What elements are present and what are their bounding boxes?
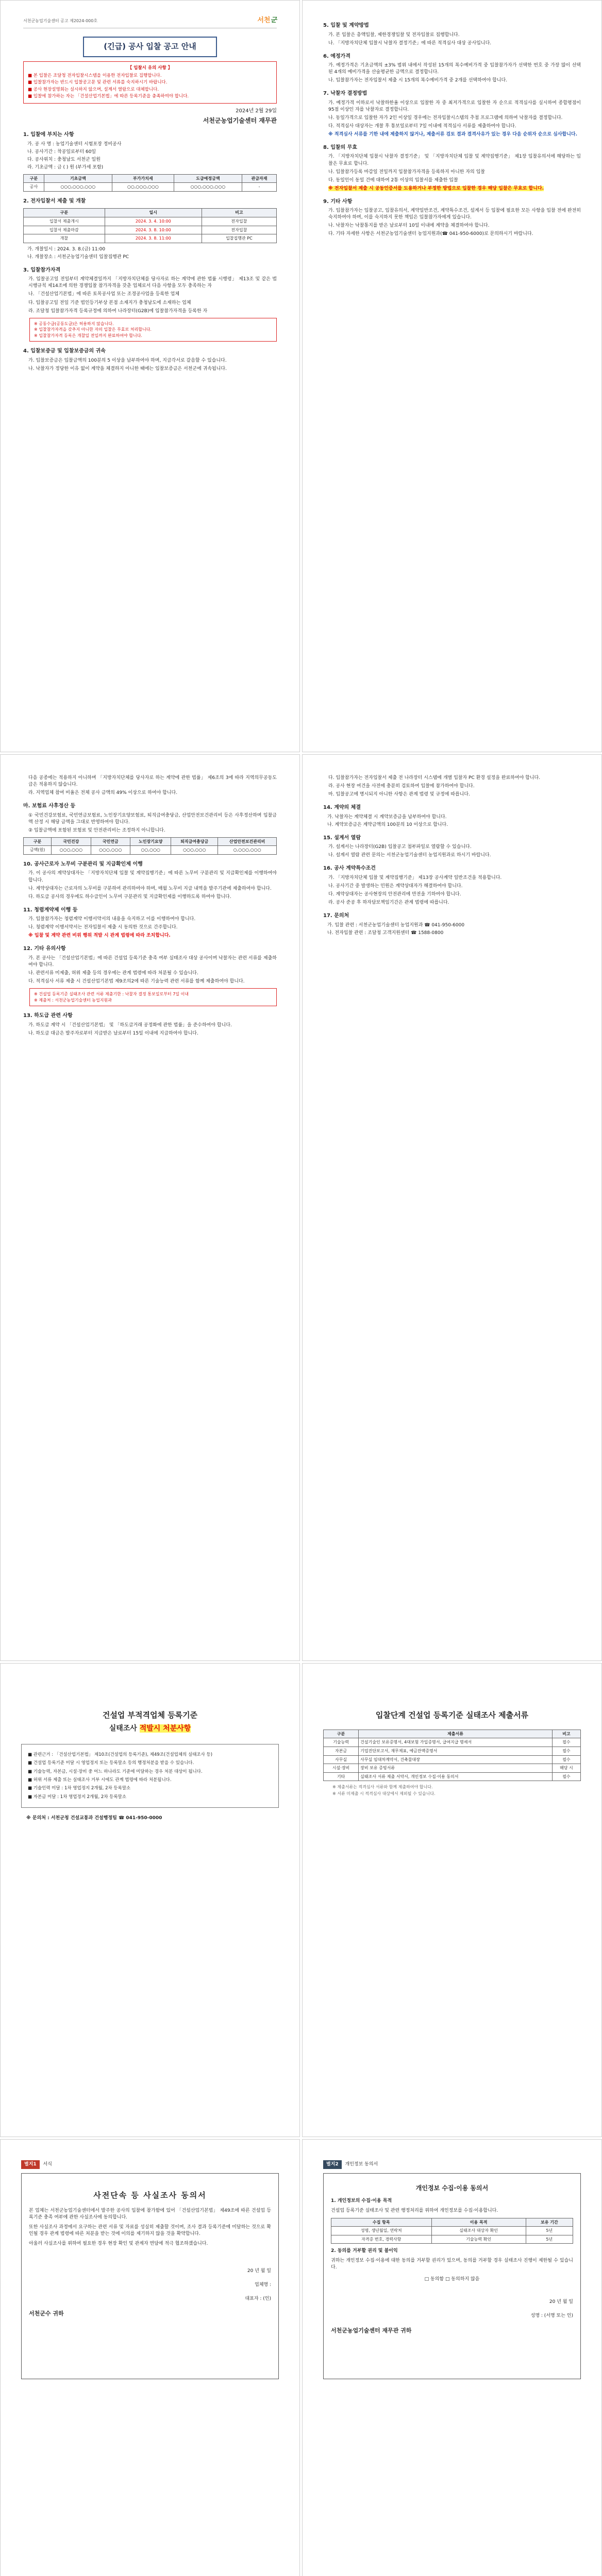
- notice-page-3: [0, 754, 300, 1661]
- form-paragraph: 귀하는 개인정보 수집·이용에 대한 동의를 거부할 권리가 있으며, 동의를 거부할 경우 실태조사 진행이 제한될 수 있습니다.: [331, 2258, 573, 2270]
- section-paragraph: 나. 청렴계약 이행서약서는 전자입찰서 제출 시 동의한 것으로 간주합니다.: [28, 925, 178, 930]
- form-representative: 대표자 : (인): [245, 2296, 271, 2302]
- section-title: 16. 공사 계약특수조건: [323, 866, 376, 872]
- form-fact-check-consent: [0, 2139, 300, 2576]
- highlight-note: ※ 적격심사 서류를 기한 내에 제출하지 않거나, 제출서류 검토 결과 결격사유가 있는 경우 다음 순위자 순으로 심사합니다.: [328, 131, 578, 137]
- form-signer: 성명 : (서명 또는 인): [530, 2313, 573, 2318]
- section-paragraph: 가. 입찰보증금은 입찰금액의 100분의 5 이상을 납부하여야 하며, 지급각서로 갈음할 수 있습니다.: [28, 358, 227, 363]
- table-header: 관급자재: [242, 174, 277, 183]
- section-paragraph: 나. 설계서 열람 관련 문의는 서천군농업기술센터 농업지원과로 하시기 바랍니다.: [328, 853, 491, 858]
- section-paragraph: 가. 본 공사는 「건설산업기본법」에 따른 건설업 등록기준 충족 여부 실태조사 대상 공사이며 낙찰자는 관련 서류를 제출하여야 합니다.: [28, 955, 277, 968]
- section-item: 다. 공사위치 : 충청남도 서천군 일원: [27, 157, 101, 162]
- notice-page-4: [302, 754, 602, 1661]
- table-row: 시설·장비 장비 보유 증빙서류 해당 시: [324, 1764, 581, 1773]
- form-title: 개인정보 수집·이용 동의서: [415, 2184, 489, 2192]
- documents-list-page: [302, 1663, 602, 2137]
- form-recipient: 서천군수 귀하: [29, 2310, 64, 2317]
- section-paragraph: 나. 「건설산업기본법」에 따른 토목공사업 또는 조경공사업을 등록한 업체: [28, 292, 180, 297]
- section-title: 5. 입찰 및 계약방법: [323, 23, 369, 28]
- form-date: 20 년 월 일: [247, 2268, 271, 2274]
- form-section: 2. 동의를 거부할 권리 및 불이익: [331, 2248, 398, 2254]
- cover-footer: ※ 문의처 : 서천군청 건설교통과 건설행정팀 ☎ 041-950-0000: [26, 1815, 162, 1821]
- inspection-cover-page: [0, 1663, 300, 2137]
- section-paragraph: 나. 하도급 대금은 발주자로부터 지급받은 날로부터 15일 이내에 지급하여야 합니다.: [28, 1030, 198, 1036]
- form-paragraph: 건설업 등록기준 실태조사 및 관련 행정처리를 위하여 개인정보를 수집·이용합니다.: [331, 2208, 498, 2214]
- section-paragraph: 다. 하도급 공사의 경우에도 하수급인이 노무비 구분관리 및 지급확인제를 이행하도록 하여야 합니다.: [28, 894, 231, 900]
- form-paragraph: 아울러 사실조사를 위하여 필요한 경우 현장 확인 및 관계자 면담에 적극 협조하겠습니다.: [29, 2241, 208, 2246]
- table-row: 개찰 2024. 3. 8. 11:00 입찰집행관 PC: [24, 234, 277, 243]
- section-paragraph: 가. 입찰참가자는 청렴계약 이행서약서의 내용을 숙지하고 이를 이행하여야 합니다.: [28, 917, 196, 922]
- section-paragraph: 다. 입찰공고일 전일 기준 법인등기부상 본점 소재지가 충청남도에 소재하는 업체: [28, 300, 191, 306]
- section-title: 17. 문의처: [323, 913, 349, 919]
- table-note: ※ 서류 미제출 시 적격심사 대상에서 제외될 수 있습니다.: [332, 1791, 436, 1796]
- section-paragraph: 다. 적격심사 서류 제출 시 건설산업기본법 제9조의2에 따른 기술능력 관련 서류를 함께 제출하여야 합니다.: [28, 978, 245, 984]
- section-title: 15. 설계서 열람: [323, 835, 361, 841]
- notice-org: 서천군농업기술센터 재무관: [203, 116, 277, 124]
- section-item: 가. 입찰 관련 : 서천군농업기술센터 농업지원과 ☎ 041-950-6000: [327, 922, 465, 928]
- section-title: 9. 기타 사항: [323, 198, 353, 205]
- red-note: ※ 입찰 및 계약 관련 비위 행위 적발 시 관계 법령에 따라 조치합니다.: [28, 933, 171, 939]
- documents-title: 입찰단계 건설업 등록기준 실태조사 제출서류: [375, 1710, 529, 1720]
- section-item: 가. 개찰일시 : 2024. 3. 8.(금) 11:00: [27, 246, 106, 252]
- form-tag: 별지1: [21, 2160, 40, 2169]
- section-paragraph: 다. 계약상대자는 공사현장의 안전관리에 만전을 기하여야 합니다.: [328, 891, 461, 897]
- section-paragraph: 가. 예정가격은 기초금액의 ±3% 범위 내에서 작성된 15개의 복수예비가격 중 입찰참가자가 선택한 번호 중 가장 많이 선택된 4개의 예비가격을 산술평균한 금액으로 결정합니다.: [328, 63, 581, 75]
- seocheon-logo: 서천군: [257, 16, 277, 24]
- section-paragraph: 다음 공종에는 적용하지 아니하며 「지방자치단체를 당사자로 하는 계약에 관한 법률」 제6조의 3에 따라 지역의무공동도급은 적용하지 않습니다.: [28, 775, 277, 788]
- notice-number: 서천군농업기술센터 공고 제2024-000호: [23, 18, 98, 23]
- section-paragraph: 다. 입찰참가자는 전자입찰서 제출 전 나라장터 시스템에 개별 입찰자 PC 환경 설정을 완료하여야 합니다.: [328, 775, 541, 781]
- highlight-note: ※ 전자입찰서 제출 시 공동인증서를 도용하거나 부정한 방법으로 입찰한 경우 해당 입찰은 무효로 합니다.: [328, 185, 544, 191]
- cover-subtitle: 실태조사 적발시 처분사항: [109, 1724, 191, 1733]
- section-paragraph: 나. 입찰참가자는 전자입찰서 제출 시 15개의 복수예비가격 중 2개를 선택하여야 합니다.: [328, 78, 508, 83]
- section-paragraph: 나. 관련서류 미제출, 허위 제출 등의 경우에는 관계 법령에 따라 처분될 수 있습니다.: [28, 970, 198, 976]
- section-paragraph: 다. 기타 자세한 사항은 서천군농업기술센터 농업지원과(☎ 041-950-6000)로 문의하시기 바랍니다.: [328, 231, 533, 237]
- form-frame: [323, 2173, 581, 2379]
- table-header: 구분: [24, 174, 44, 183]
- table-row: 성명, 생년월일, 연락처 실태조사 대상자 확인 5년: [331, 2227, 573, 2235]
- section-paragraph: ① 국민건강보험료, 국민연금보험료, 노인장기요양보험료, 퇴직급여충당금, 산업안전보건관리비 등은 사후정산하며 입찰금액 산정 시 해당 금액을 그대로 반영하여야 합니다.: [28, 812, 277, 825]
- section-title: 11. 청렴계약제 이행 등: [23, 907, 78, 913]
- section-item: 나. 개찰장소 : 서천군농업기술센터 입찰집행관 PC: [27, 254, 129, 260]
- section-paragraph: 라. 공사 준공 후 하자담보책임기간은 관계 법령에 따릅니다.: [328, 900, 449, 905]
- section-paragraph: 라. 지역업체 참여 비율은 전체 공사 금액의 49% 이상으로 하여야 합니다.: [28, 790, 178, 796]
- form-paragraph: 본 업체는 서천군농업기술센터에서 발주한 공사의 입찰에 참가함에 있어 「건설산업기본법」 제49조에 따른 건설업 등록기준 충족 여부에 관한 사실조사에 동의합니다.: [29, 2208, 271, 2220]
- cover-title: 건설업 부적격업체 등록기준: [102, 1710, 198, 1720]
- section-title: 3. 입찰참가자격: [23, 267, 61, 273]
- table-row: 사무실 사무실 임대차계약서, 건축물대장 필수: [324, 1755, 581, 1764]
- page-header: [23, 16, 277, 28]
- section-paragraph: 나. 낙찰자가 정당한 이유 없이 계약을 체결하지 아니한 때에는 입찰보증금은 서천군에 귀속됩니다.: [28, 366, 227, 371]
- cover-info-box: ■ 관련근거 : 「건설산업기본법」 제10조(건설업의 등록기준), 제49조(건설업체의 실태조사 등) ■ 건설업 등록기준 미달 시 영업정지 또는 등록말소 등의 행정처분을 받을 수 있습니다. ■ 기술능력, 자본금, 시설·장비 중 어느 하나라도 기준에 미달하는 경우 처분 대상이 됩니다. ■ 허위 서류 제출 또는 실태조사 거부 시에도 관계 법령에 따라 처분됩니다. ■ 기술인력 미달 : 1차 영업정지 2개월, 2차 등록말소 ■ 자본금 미달 : 1차 영업정지 2개월, 2차 등록말소: [21, 1744, 279, 1808]
- table-row: 입찰서 제출개시 2024. 3. 4. 10:00 전자입찰: [24, 217, 277, 226]
- section-paragraph: 가. 하도급 계약 시 「건설산업기본법」 및 「하도급거래 공정화에 관한 법률」을 준수하여야 합니다.: [28, 1022, 232, 1028]
- section-title: 2. 전자입찰서 제출 및 개찰: [23, 198, 86, 204]
- section-paragraph: 나. 동일가격으로 입찰한 자가 2인 이상일 경우에는 전자입찰시스템의 추첨 프로그램에 의하여 낙찰자를 결정합니다.: [328, 115, 563, 121]
- table-row: 입찰서 제출마감 2024. 3. 8. 10:00 전자입찰: [24, 226, 277, 234]
- insurance-table: 구분 국민건강 국민연금 노인장기요양 퇴직급여충당금 산업안전보건관리비 금액(원) ○○○,○○○ ○○○,○○○ ○○,○○○ ○○○,○○○ ○,○○○,○○○: [23, 837, 277, 855]
- section-paragraph: 나. 계약상대자는 근로자의 노무비를 구분하여 관리하여야 하며, 매월 노무비 지급 내역을 발주기관에 제출하여야 합니다.: [28, 886, 272, 891]
- notice-page-2: [302, 0, 602, 752]
- section-paragraph: 라. 공사 현장 여건을 사전에 충분히 검토하여 입찰에 참가하여야 합니다.: [328, 784, 475, 789]
- section-paragraph: 가. 본 입찰은 총액입찰, 제한경쟁입찰 및 전자입찰로 집행합니다.: [328, 32, 460, 38]
- section-title: 10. 공사근로자 노무비 구분관리 및 지급확인제 이행: [23, 861, 143, 867]
- section-title: 4. 입찰보증금 및 입찰보증금의 귀속: [23, 348, 106, 354]
- section-paragraph: 가. 이 공사의 계약상대자는 「지방자치단체 입찰 및 계약집행기준」에 따른 노무비 구분관리 및 지급확인제를 이행하여야 합니다.: [28, 871, 277, 883]
- section-item: 나. 공사기간 : 착공일로부터 60일: [27, 149, 96, 155]
- red-notice-box: ※ 건설업 등록기준 실태조사 관련 서류 제출기한 : 낙찰자 결정 통보일로부터 7일 이내 ※ 제출처 : 서천군농업기술센터 농업지원과: [29, 988, 277, 1006]
- warning-line: ■ 공사 현장설명회는 실시하지 않으며, 설계서 열람으로 대체합니다.: [28, 87, 159, 92]
- section-paragraph: 가. 입찰공고일 전일부터 계약체결일까지 「지방자치단체를 당사자로 하는 계약에 관한 법률 시행령」 제13조 및 같은 법 시행규칙 제14조에 의한 경쟁입찰 참가자격을 갖춘 업체로서 다음 사항을 모두 충족하는 자: [28, 277, 277, 289]
- form-recipient: 서천군농업기술센터 재무관 귀하: [331, 2327, 412, 2334]
- section-title: 1. 입찰에 부치는 사항: [23, 132, 74, 138]
- section-item: 가. 공 사 명 : 농업기술센터 시험포장 정비공사: [27, 141, 122, 147]
- form-tag-sub: 개인정보 동의서: [345, 2162, 378, 2167]
- section-title: 14. 계약의 체결: [323, 805, 361, 811]
- section-paragraph: ② 입찰금액에 포함된 보험료 및 안전관리비는 조정하지 아니합니다.: [28, 827, 165, 833]
- section-title: 6. 예정가격: [323, 53, 350, 59]
- section-paragraph: 나. 「지방자치단체 입찰시 낙찰자 결정기준」에 따른 적격심사 대상 공사입니다.: [328, 40, 492, 46]
- section-paragraph: 다. 동일인이 동일 건에 대하여 2통 이상의 입찰서를 제출한 입찰: [328, 177, 458, 183]
- table-row: 공사 ○○○,○○○,○○○ ○○,○○○,○○○ ○○○,○○○,○○○ -: [24, 183, 277, 192]
- section-paragraph: 마. 입찰공고에 명시되지 아니한 사항은 관계 법령 및 규정에 따릅니다.: [328, 792, 470, 798]
- form-company: 업체명 :: [255, 2282, 271, 2288]
- table-row: 기타 실태조사 서류 제출 서약서, 개인정보 수집·이용 동의서 필수: [324, 1772, 581, 1781]
- section-paragraph: 가. 「지방자치단체 입찰시 낙찰자 결정기준」 및 「지방자치단체 입찰 및 계약집행기준」 제1장 입찰유의서에 해당하는 입찰은 무효로 합니다.: [328, 154, 581, 166]
- form-title: 사전단속 등 사실조사 동의서: [93, 2191, 207, 2200]
- warning-line: ■ 본 입찰은 조달청 전자입찰시스템을 이용한 전자입찰로 집행합니다.: [28, 73, 162, 78]
- section-item: 나. 전자입찰 관련 : 조달청 고객지원센터 ☎ 1588-0800: [327, 930, 444, 936]
- section-paragraph: 가. 「지방자치단체 입찰 및 계약집행기준」 제13장 공사계약 일반조건을 적용합니다.: [328, 875, 502, 880]
- section-item: 라. 기초금액 : 금 ( ) 원 (부가세 포함): [27, 164, 104, 170]
- section-paragraph: 가. 입찰참가자는 입찰공고, 입찰유의서, 계약일반조건, 계약특수조건, 설계서 등 입찰에 필요한 모든 사항을 입찰 전에 완전히 숙지하여야 하며, 이를 숙지하지 못한 책임은 입찰참가자에게 있습니다.: [328, 208, 581, 221]
- warning-box: [23, 61, 277, 104]
- documents-table: 구분 제출서류 비고 기술능력 건설기술인 보유증명서, 4대보험 가입증명서, 급여지급 명세서 필수 자본금 기업진단보고서, 재무제표, 예금잔액증명서 필수 사무실 사무실 임대차계약서, 건축물대장 필수 시설·장비 장비 보유 증빙서류 해당 시 기타 실태조사 서류 제출 서약서, 개인정보 수집·이용 동의서 필수: [323, 1730, 581, 1782]
- section-item: 가. 낙찰자는 계약체결 시 계약보증금을 납부하여야 합니다.: [327, 814, 447, 820]
- notice-date: 2024년 2월 29일: [236, 108, 277, 114]
- section-title: 7. 낙찰자 결정방법: [323, 91, 367, 97]
- warning-head: 【 입찰시 유의 사항 】: [127, 65, 173, 71]
- warning-line: ■ 입찰참가자는 반드시 입찰공고문 및 관련 서류를 숙지하시기 바랍니다.: [28, 80, 168, 86]
- privacy-table: 수집 항목 이용 목적 보유 기간 성명, 생년월일, 연락처 실태조사 대상자 확인 5년 자격증 번호, 경력사항 기술능력 확인 5년: [331, 2218, 573, 2244]
- section-paragraph: 나. 입찰참가등록 마감일 전일까지 입찰참가자격을 등록하지 아니한 자의 입찰: [328, 169, 485, 175]
- section-paragraph: 가. 예정가격 이하로서 낙찰하한율 이상으로 입찰한 자 중 최저가격으로 입찰한 자 순으로 적격심사를 실시하여 종합평점이 95점 이상인 자를 낙찰자로 결정합니다.: [328, 100, 581, 112]
- form-paragraph: 또한 사실조사 과정에서 요구하는 관련 서류 및 자료를 성실히 제출할 것이며, 조사 결과 등록기준에 미달하는 것으로 확인될 경우 관계 법령에 따른 처분을 받는 것에 이의를 제기하지 않을 것을 확약합니다.: [29, 2224, 271, 2236]
- red-notice-box: ※ 공동수급(공동도급)은 허용하지 않습니다. ※ 입찰참가자격을 갖추지 아니한 자의 입찰은 무효로 처리합니다. ※ 입찰참가자격 등록은 개찰일 전일까지 완료하여야 합니다.: [29, 318, 277, 342]
- schedule-table: 구분 일시 비고 입찰서 제출개시 2024. 3. 4. 10:00 전자입찰 입찰서 제출마감 2024. 3. 8. 10:00 전자입찰 개찰 2024. 3. 8. 11:00 입찰집행관 PC: [23, 208, 277, 243]
- section-title: 13. 하도급 관련 사항: [23, 1013, 73, 1019]
- section-paragraph: 라. 조달청 입찰참가자격 등록규정에 의하여 나라장터(G2B)에 입찰참가자격을 등록한 자: [28, 308, 208, 314]
- section-title: 마. 보험료 사후정산 등: [23, 803, 76, 809]
- notice-page-1: [0, 0, 300, 752]
- form-date: 20 년 월 일: [549, 2299, 573, 2304]
- section-paragraph: 가. 설계서는 나라장터(G2B) 입찰공고 첨부파일로 열람할 수 있습니다.: [328, 844, 472, 850]
- form-tag-sub: 서식: [43, 2162, 52, 2167]
- section-paragraph: 나. 공사기간 중 발생하는 민원은 계약상대자가 해결하여야 합니다.: [328, 883, 463, 889]
- section-title: 12. 기타 유의사항: [23, 946, 66, 952]
- form-frame: [21, 2173, 279, 2379]
- section-paragraph: 나. 낙찰자는 낙찰통지를 받은 날로부터 10일 이내에 계약을 체결하여야 합니다.: [328, 223, 490, 229]
- section-item: 나. 계약보증금은 계약금액의 100분의 10 이상으로 합니다.: [327, 822, 448, 827]
- section-paragraph: 다. 적격심사 대상자는 개찰 후 통보일로부터 7일 이내에 적격심사 서류를 제출하여야 합니다.: [328, 123, 516, 129]
- agree-checkboxes[interactable]: □ 동의함 □ 동의하지 않음: [424, 2277, 480, 2282]
- table-row: 자격증 번호, 경력사항 기술능력 확인 5년: [331, 2235, 573, 2244]
- form-section: 1. 개인정보의 수집·이용 목적: [331, 2198, 392, 2204]
- budget-table: [23, 174, 277, 192]
- warning-line: ■ 입찰에 참가하는 자는 「건설산업기본법」에 따른 등록기준을 충족하여야 합니다.: [28, 93, 189, 99]
- table-note: ※ 제출서류는 적격심사 서류와 함께 제출하여야 합니다.: [332, 1785, 433, 1790]
- form-privacy-consent: [302, 2139, 602, 2576]
- table-header: 도급예정금액: [174, 174, 242, 183]
- table-row: 기술능력 건설기술인 보유증명서, 4대보험 가입증명서, 급여지급 명세서 필수: [324, 1738, 581, 1747]
- table-header: 기초금액: [44, 174, 112, 183]
- table-row: 금액(원) ○○○,○○○ ○○○,○○○ ○○,○○○ ○○○,○○○ ○,○○○,○○○: [24, 846, 277, 855]
- table-row: 자본금 기업진단보고서, 재무제표, 예금잔액증명서 필수: [324, 1747, 581, 1755]
- form-tag: 별지2: [323, 2160, 342, 2169]
- notice-title: (긴급) 공사 입찰 공고 안내: [83, 37, 217, 57]
- section-title: 8. 입찰의 무효: [323, 144, 358, 150]
- table-header: 부가가치세: [112, 174, 174, 183]
